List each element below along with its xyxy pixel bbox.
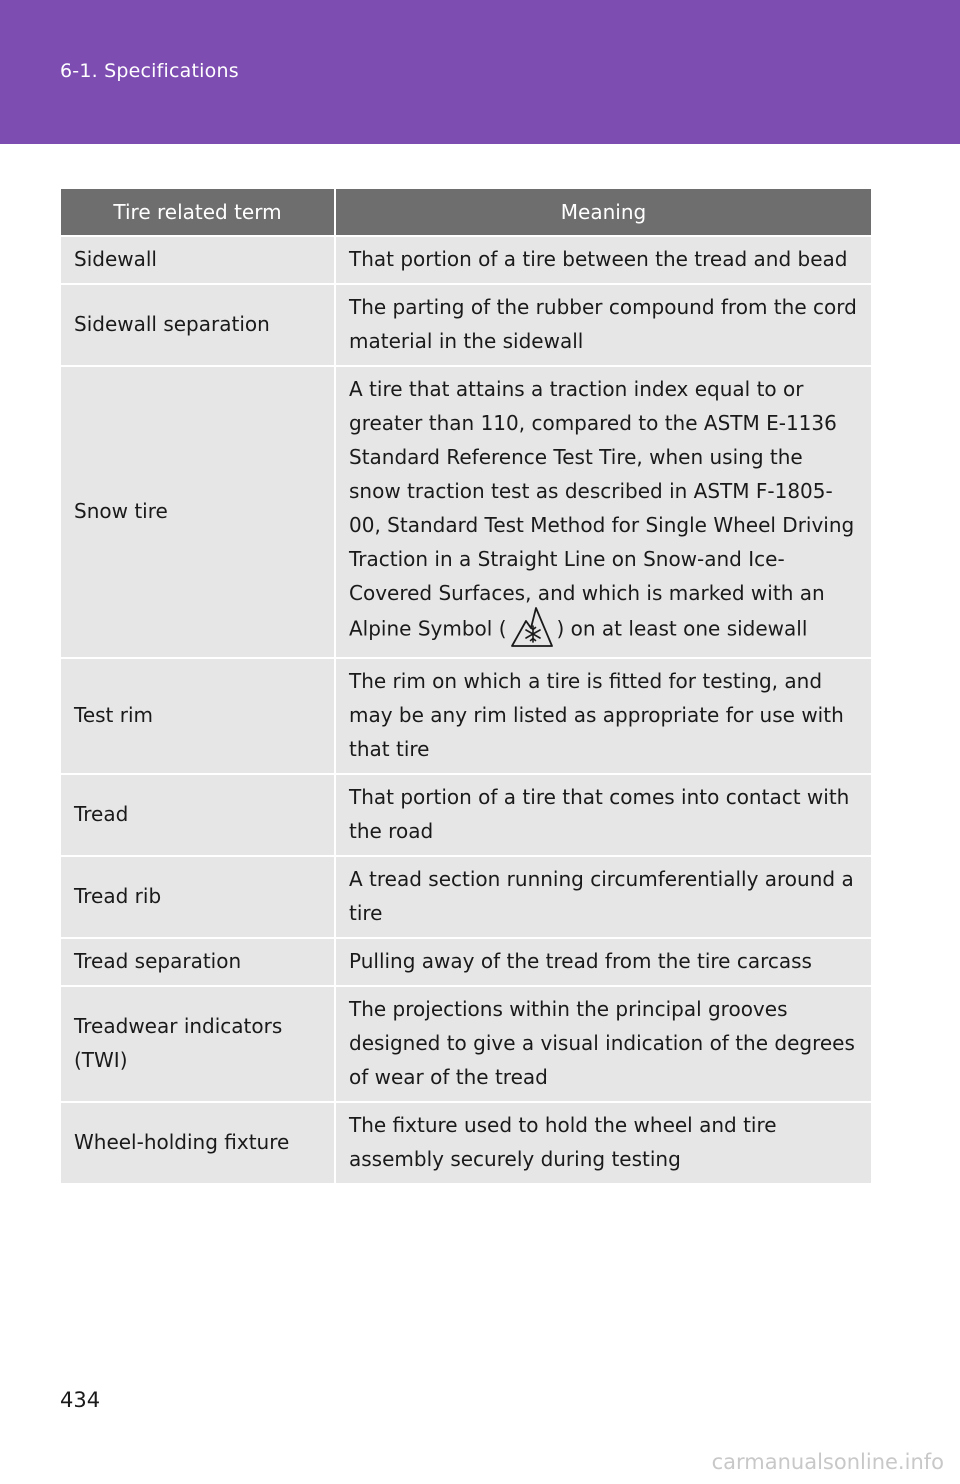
section-title: 6-1. Specifications [60, 60, 239, 82]
meaning-cell: A tread section running circumferentially around a tire [335, 856, 871, 938]
term-cell: Tread [61, 774, 335, 856]
meaning-text: A tire that attains a traction index equal to or greater than 110, compared to the ASTM E-1136 Standard Reference Test Tire, when using the snow traction test as described in ASTM F-1805-00, Standard Test Method for Single Wheel Driving Traction in a Straight Line on Snow-and Ice-Covered Surfaces, and which is marked with an Alpine Symbol ( [349, 377, 855, 641]
meaning-cell: The fixture used to hold the wheel and tire assembly securely during testing [335, 1102, 871, 1183]
page-number: 434 [60, 1388, 101, 1412]
meaning-cell [335, 366, 871, 658]
table-row [61, 856, 871, 938]
meaning-cell: The rim on which a tire is fitted for testing, and may be any rim listed as appropriate for use with that tire [335, 658, 871, 774]
column-header-term: Tire related term [61, 189, 335, 236]
meaning-cell: Pulling away of the tread from the tire carcass [335, 938, 871, 986]
header-band [0, 0, 960, 144]
meaning-cell: That portion of a tire that comes into contact with the road [335, 774, 871, 856]
meaning-cell: That portion of a tire between the tread and bead [335, 236, 871, 284]
column-header-meaning: Meaning [335, 189, 871, 236]
term-cell: Tread separation [61, 938, 335, 986]
term-cell: Snow tire [61, 366, 335, 658]
table-row [61, 938, 871, 986]
term-cell: Treadwear indicators (TWI) [61, 986, 335, 1102]
table-row [61, 236, 871, 284]
table-row [61, 986, 871, 1102]
term-cell: Tread rib [61, 856, 335, 938]
watermark: carmanualsonline.info [711, 1450, 944, 1474]
table-header-row [61, 189, 871, 236]
term-cell: Sidewall separation [61, 284, 335, 366]
table-row [61, 658, 871, 774]
alpine-symbol-icon [509, 604, 555, 650]
meaning-cell: The parting of the rubber compound from the cord material in the sidewall [335, 284, 871, 366]
table-row [61, 1102, 871, 1183]
meaning-text-after: ) on at least one sidewall [556, 616, 808, 641]
term-cell: Wheel-holding fixture [61, 1102, 335, 1183]
tire-terms-table [61, 189, 871, 1183]
term-cell: Sidewall [61, 236, 335, 284]
meaning-cell: The projections within the principal grooves designed to give a visual indication of the degrees of wear of the tread [335, 986, 871, 1102]
table-row [61, 284, 871, 366]
term-cell: Test rim [61, 658, 335, 774]
table-row [61, 366, 871, 658]
table-row [61, 774, 871, 856]
